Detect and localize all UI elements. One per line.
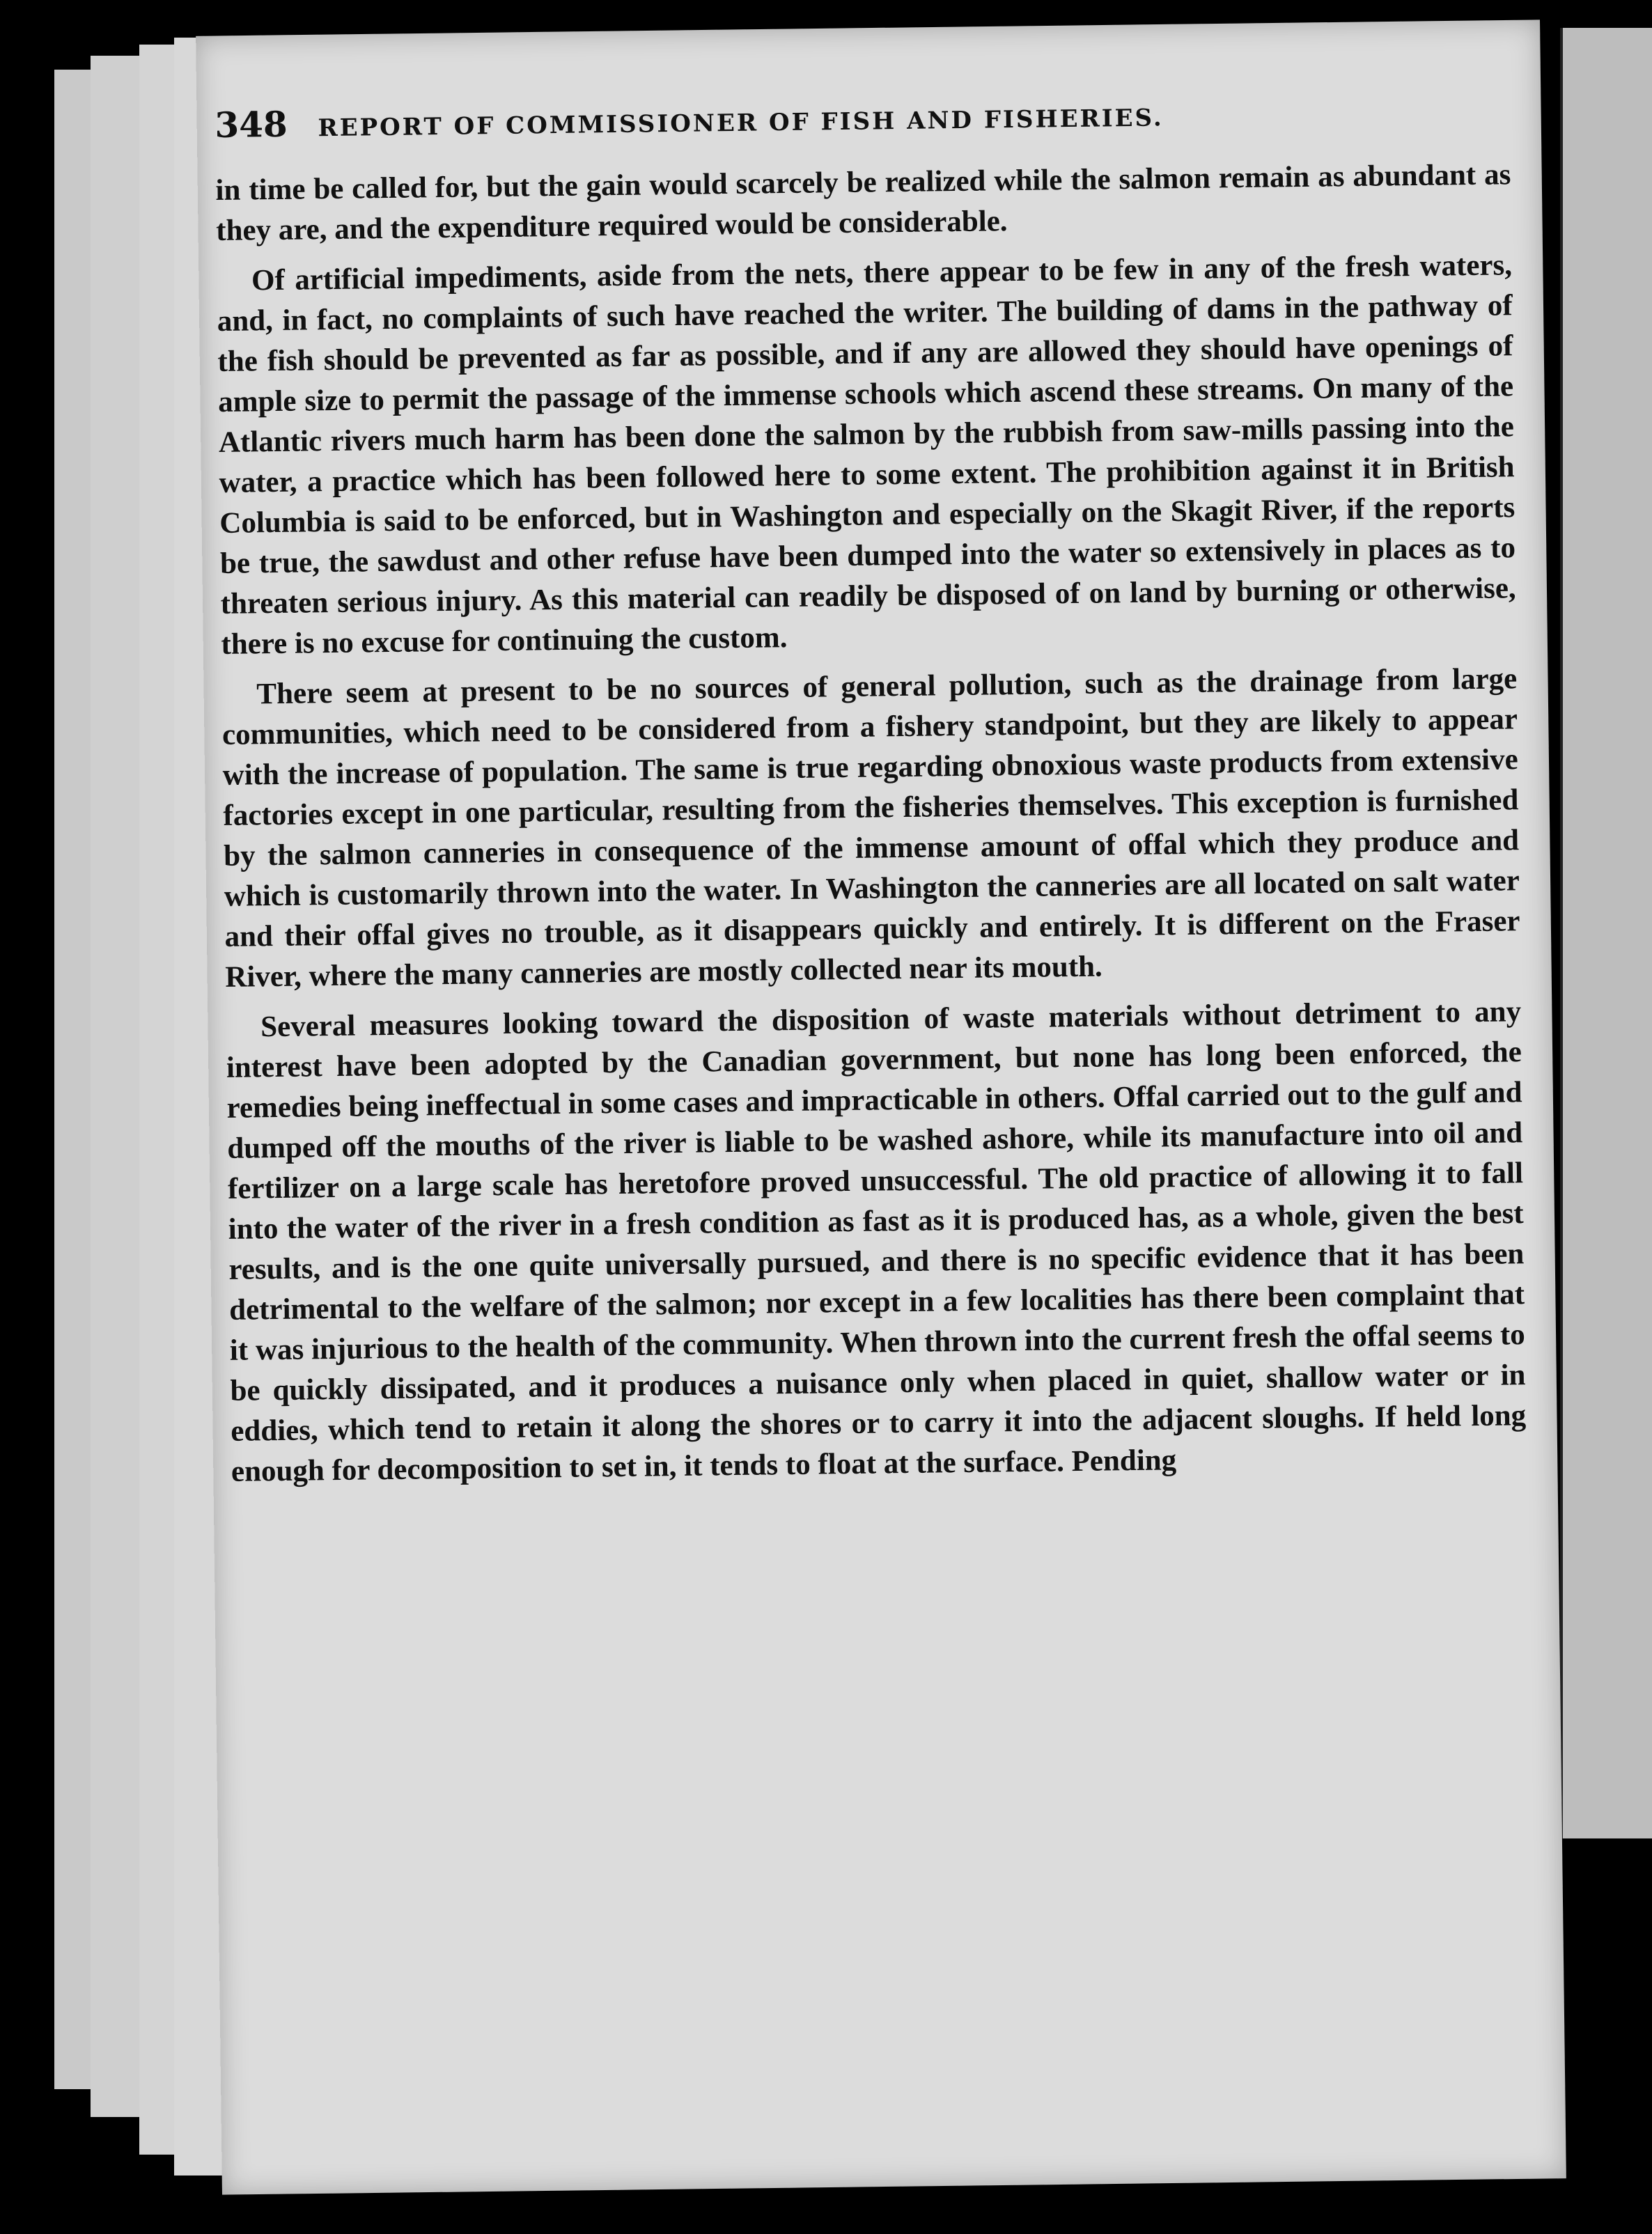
paragraph: Of artificial impediments, aside from the nets, there appear to be few in any of the fresh waters, and, in fact, no complaints of such have reached the writer. The building of dams in the pathway of the fish should be prevented as far as possible, and if any are allowed they should have openings of ample size to permit the passage of the immense schools which ascend these streams. On many of the Atlantic rivers much harm has been done the salmon by the rubbish from saw-mills passing into the water, a practice which has been followed here to some extent. The prohibition against it in British Columbia is said to be enforced, but in Washington and especially on the Skagit River, if the reports be true, the sawdust and other refuse have been dumped into the water so extensively in places as to threaten serious injury. As this material can readily be disposed of on land by burning or otherwise, there is no excuse for continuing the custom. bbox=[217, 249, 1516, 661]
page-content bbox=[215, 88, 1527, 1502]
page-number: 348 bbox=[215, 103, 288, 146]
body-text bbox=[215, 155, 1527, 1492]
running-title: REPORT OF COMMISSIONER OF FISH AND FISHERIES. bbox=[318, 104, 1164, 143]
adjacent-page-edge bbox=[1560, 28, 1652, 1838]
paragraph: Several measures looking toward the disposition of waste materials without detriment to any interest have been adopted by the Canadian government, but none has long been enforced, the remedies being ineffectual in some cases and impracticable in others. Offal carried out to the gulf and dumped off the mouths of the river is liable to be washed ashore, while its manufacture into oil and fertilizer on a large scale has heretofore proved unsuccessful. The old practice of allowing it to fall into the water of the river in a fresh condition as fast as it is produced has, as a whole, given the best results, and is the one quite universally pursued, and there is no specific evidence that it has been detrimental to the welfare of the salmon; nor except in a few localities has there been complaint that it was injurious to the health of the community. When thrown into the current fresh the offal seems to be quickly dissipated, and it produces a nuisance only when placed in quiet, shallow water or in eddies, which tend to retain it along the shores or to carry it into the adjacent sloughs. If held long enough for decomposition to set in, it tends to float at the surface. Pending bbox=[226, 995, 1527, 1488]
paragraph: in time be called for, but the gain would scarcely be realized while the salmon remain as abundant as they are, and the expenditure required would be considerable. bbox=[215, 158, 1511, 247]
paragraph: There seem at present to be no sources of general pollution, such as the drainage from large communities, which need to be considered from a fishery standpoint, but they are likely to appear with the increase of population. The same is true regarding obnoxious waste products from extensive factories except in one particular, resulting from the fisheries themselves. This exception is furnished by the salmon canneries in consequence of the immense amount of offal which they produce and which is customarily thrown into the water. In Washington the canneries are all located on salt water and their offal gives no trouble, as it disappears quickly and entirely. It is different on the Fraser River, where the many canneries are mostly collected near its mouth. bbox=[221, 662, 1520, 994]
